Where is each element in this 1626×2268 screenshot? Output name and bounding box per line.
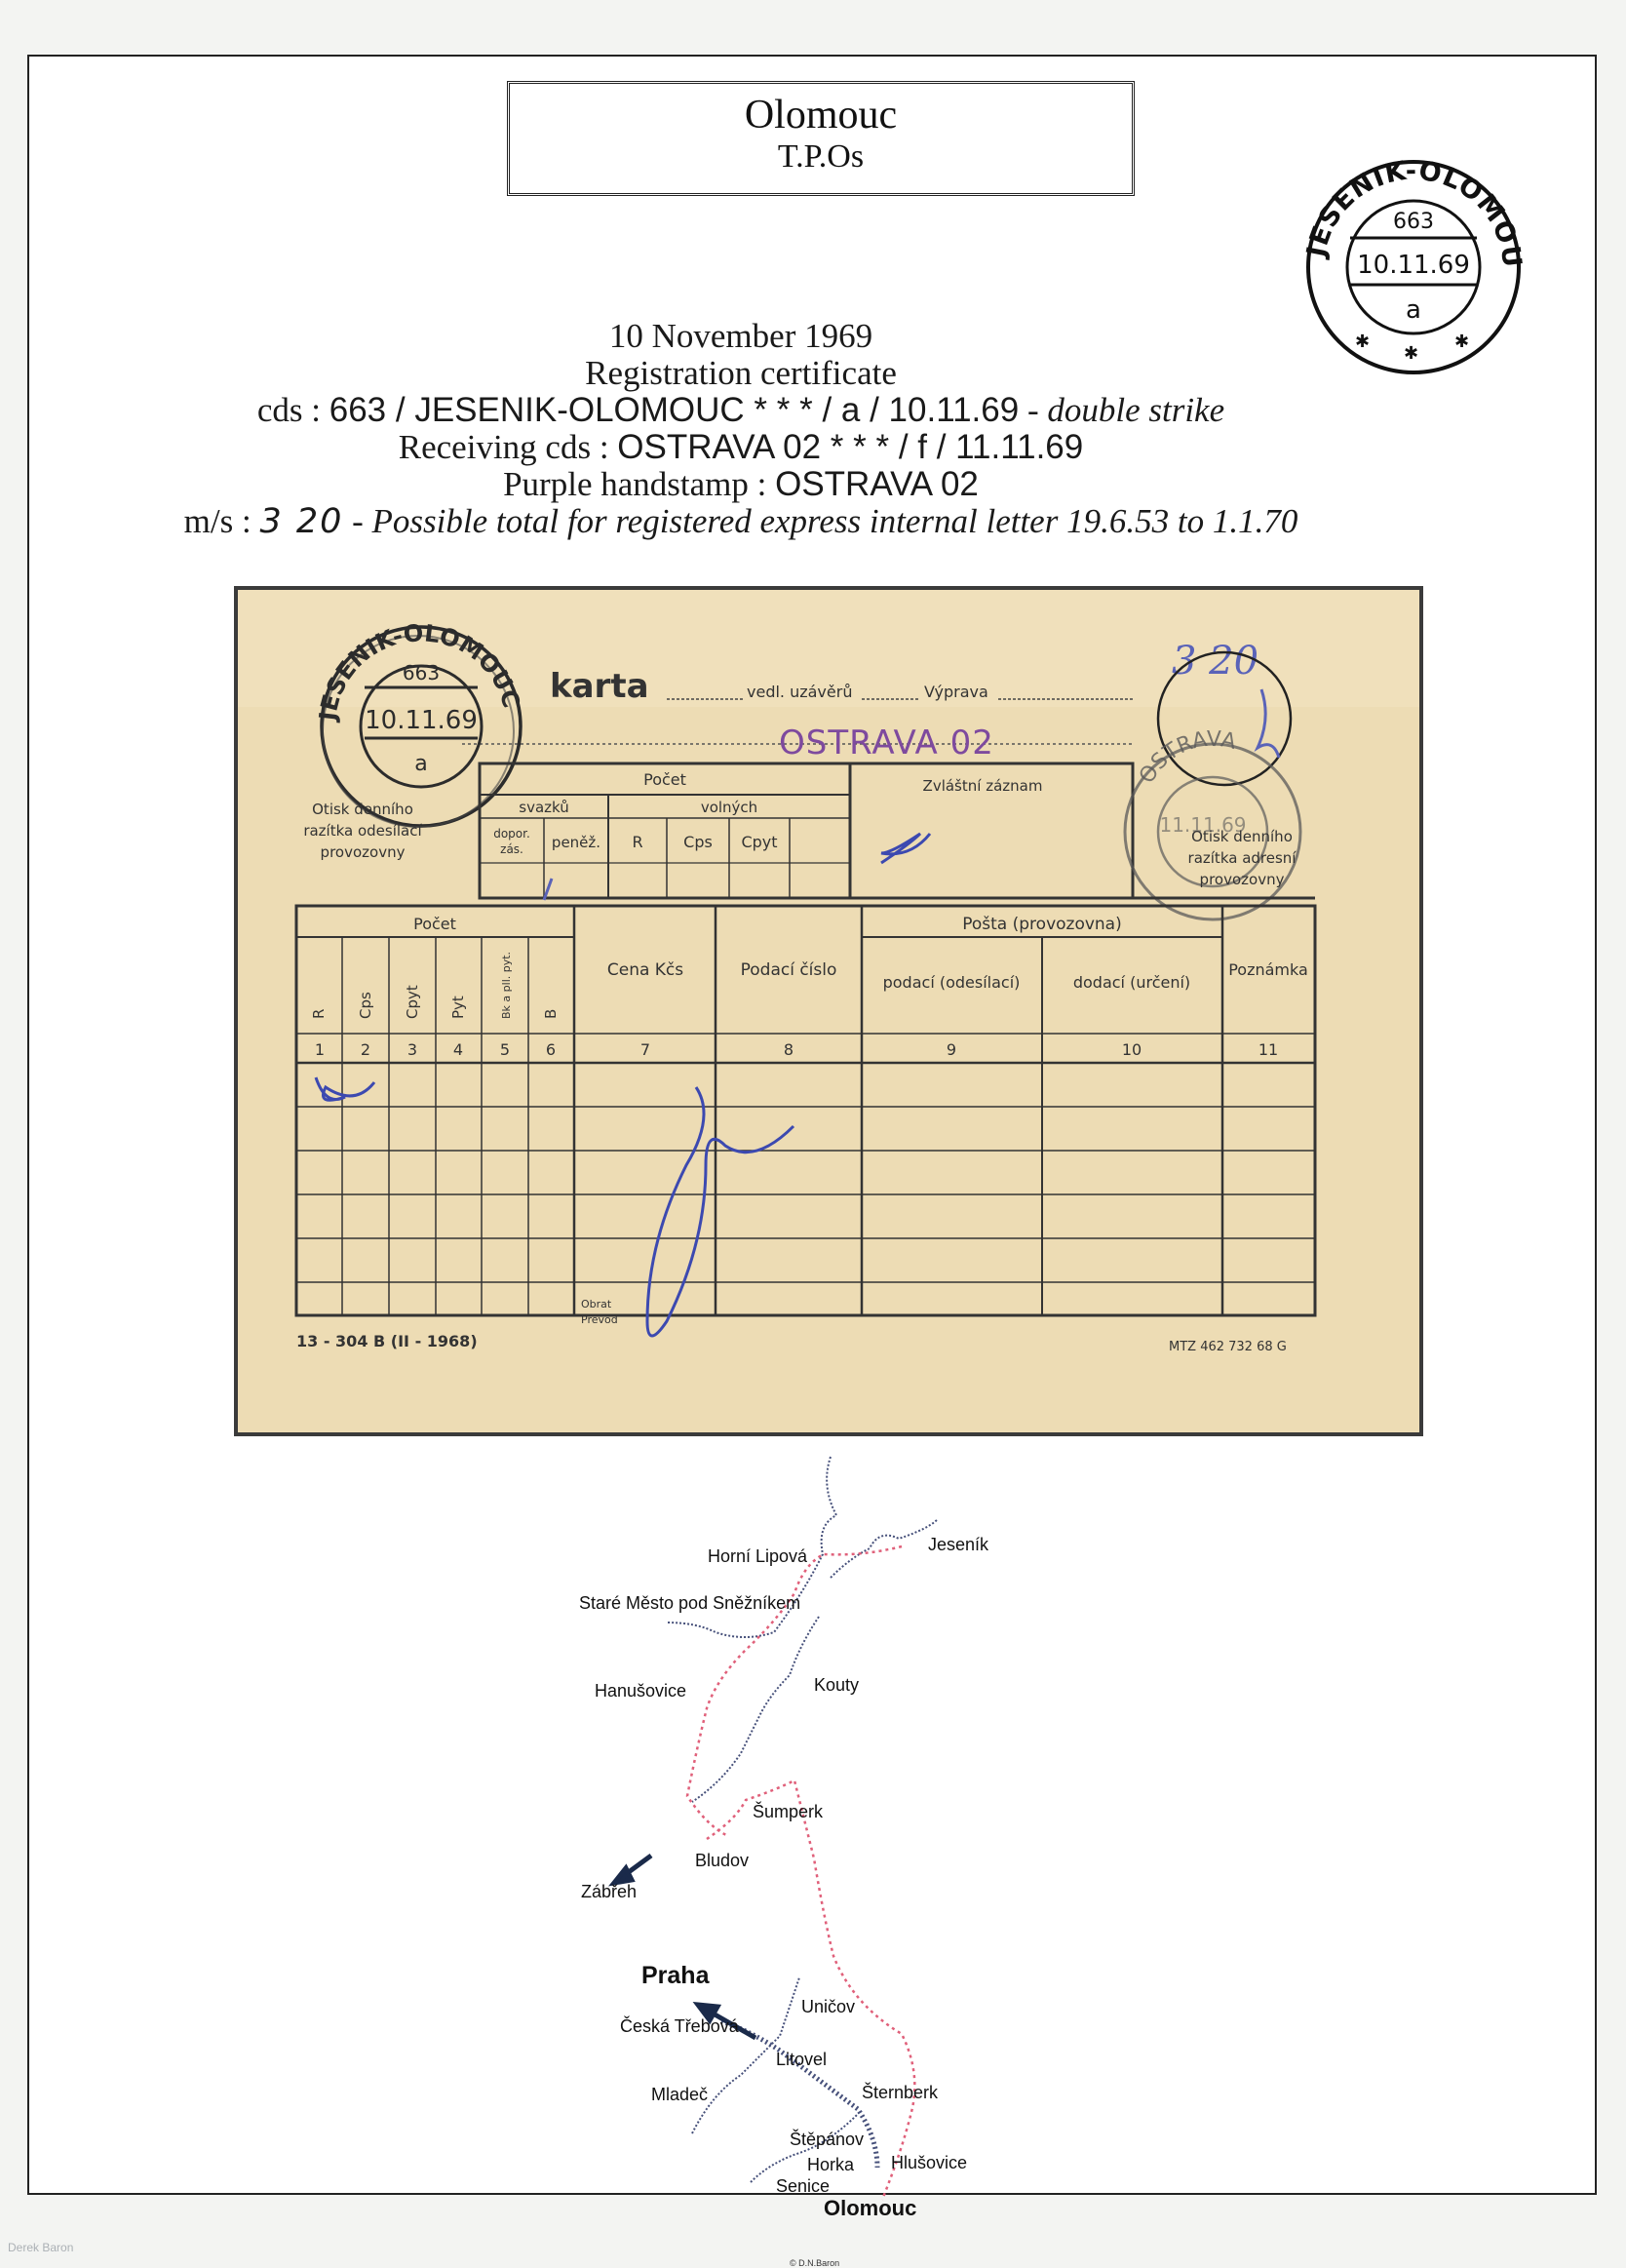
left-label-2: razítka odesílací [303, 822, 422, 840]
description-handstamp [146, 466, 1336, 503]
town-stepanov: Štěpánov [790, 2130, 865, 2149]
col-num-10: 10 [1121, 1040, 1142, 1059]
svg-text:✱: ✱ [1355, 332, 1371, 351]
town-unicov: Uničov [801, 1997, 856, 2016]
col-num-7: 7 [639, 1040, 651, 1059]
description-ms [146, 503, 1336, 540]
card-origin-date: 10.11.69 [365, 706, 478, 735]
main-col-cpyt: Cpyt [404, 985, 421, 1019]
prevod-label: Převod [581, 1313, 618, 1326]
svg-text:✱: ✱ [1454, 332, 1470, 351]
card-origin-letter: a [414, 752, 428, 776]
town-horni-lipova: Horní Lipová [708, 1546, 808, 1566]
right-label-1: Otisk denního [1191, 828, 1293, 845]
upper-svazku: svazků [519, 799, 569, 816]
main-pocet: Počet [413, 915, 456, 933]
card-dest-ring: OSTRAVA [1135, 726, 1239, 789]
svg-text:✱: ✱ [1404, 343, 1419, 363]
town-sumperk: Šumperk [753, 1802, 824, 1821]
col-num-11: 11 [1258, 1040, 1279, 1059]
card-printer-code: MTZ 462 732 68 G [1169, 1340, 1287, 1354]
card-field-2: Výprava [924, 683, 988, 701]
town-praha: Praha [641, 1962, 710, 1989]
card-field-1: vedl. uzávěrů [747, 683, 853, 701]
town-senice: Senice [776, 2176, 831, 2196]
ms-note: - Possible total for registered express internal letter 19.6.53 to 1.1.70 [352, 502, 1298, 540]
description-cds [146, 392, 1336, 429]
page-title: Olomouc [744, 93, 898, 137]
col-num-8: 8 [783, 1040, 794, 1059]
arrow-zabreh-icon [614, 1868, 632, 1883]
town-horka: Horka [807, 2155, 855, 2174]
town-zabreh: Zábřeh [581, 1882, 638, 1901]
zvlastni-label: Zvláštní záznam [922, 777, 1043, 795]
col-num-9: 9 [946, 1040, 957, 1059]
town-mladec: Mladeč [651, 2085, 709, 2104]
route-north [687, 1546, 902, 1835]
main-col-podaci: podací (odesílací) [882, 973, 1021, 992]
upper-penez: peněž. [551, 834, 601, 851]
card-title: karta [550, 667, 649, 706]
main-col-cps: Cps [357, 992, 374, 1019]
town-hlusovice: Hlušovice [891, 2153, 968, 2172]
left-label-1: Otisk denního [312, 801, 413, 818]
item-description [146, 318, 1336, 540]
cds-label: cds : [256, 391, 321, 429]
ms-label: m/s : [183, 502, 252, 540]
obrat-label: Obrat [581, 1298, 612, 1310]
page-title-box [507, 81, 1135, 196]
upper-col-cpyt: Cpyt [741, 833, 778, 851]
card-purple-stamp: OSTRAVA 02 [779, 723, 994, 763]
corner-stamp-number: 663 [1393, 210, 1434, 234]
main-col-r: R [310, 1008, 328, 1019]
corner-stamp-ring-text: JESENIK-OLOMOU [1300, 155, 1528, 270]
copyright-note: © D.N.Baron [790, 2258, 840, 2268]
main-col-poznamka: Poznámka [1228, 960, 1308, 979]
town-litovel: Litovel [776, 2050, 828, 2069]
corner-stamp-date: 10.11.69 [1357, 251, 1470, 280]
town-sternberk: Šternberk [862, 2083, 939, 2102]
town-kouty: Kouty [814, 1675, 860, 1695]
corner-stamp-letter: a [1406, 295, 1421, 325]
ms-value: 3 20 [259, 502, 344, 541]
col-num-2: 2 [360, 1040, 371, 1059]
right-label-2: razítka adresní [1187, 849, 1297, 867]
cds-note: - double strike [1026, 391, 1225, 429]
rail-sumperk [692, 1617, 819, 1802]
main-col-pyt: Pyt [449, 996, 467, 1019]
main-col-dodaci: dodací (určení) [1072, 973, 1191, 992]
main-col-posta: Pošta (provozovna) [962, 915, 1122, 934]
description-date: 10 November 1969 [608, 317, 873, 355]
handstamp-value: OSTRAVA 02 [775, 465, 979, 503]
main-col-cena: Cena Kčs [606, 960, 684, 980]
description-receiving [146, 429, 1336, 466]
rail-jesenik [831, 1519, 938, 1578]
card-form-code: 13 - 304 B (II - 1968) [296, 1332, 478, 1350]
left-label-3: provozovny [320, 843, 406, 861]
town-jesenik: Jeseník [928, 1535, 989, 1554]
upper-dopor-1: dopor. [493, 827, 530, 841]
main-col-bk: Bk a pll. pyt. [500, 951, 513, 1019]
upper-col-cps: Cps [683, 833, 713, 851]
col-num-1: 1 [314, 1040, 326, 1059]
receiving-label: Receiving cds : [398, 428, 609, 466]
town-bludov: Bludov [695, 1851, 750, 1870]
page-subtitle: T.P.Os [777, 138, 865, 175]
town-stare-mesto: Staré Město pod Sněžníkem [579, 1593, 801, 1613]
card-origin-ring: JESENIK-OLOMOUC [314, 619, 525, 723]
upper-col-r: R [632, 833, 643, 851]
route-map [536, 1441, 1141, 2221]
main-col-podaci-cislo: Podací číslo [740, 960, 837, 980]
upper-volnych: volných [700, 799, 758, 816]
col-num-4: 4 [452, 1040, 464, 1059]
card-handwritten-total: 3 20 [1172, 639, 1259, 684]
description-type: Registration certificate [585, 354, 897, 392]
upper-pocet: Počet [643, 770, 686, 789]
card-dest-date: 11.11.69 [1159, 813, 1247, 837]
main-col-b: B [542, 1008, 560, 1019]
upper-dopor-2: zás. [500, 842, 523, 856]
town-ceska-trebova: Česká Třebová [620, 2016, 739, 2036]
watermark-text: Derek Baron [8, 2241, 74, 2254]
receiving-value: OSTRAVA 02 * * * / f / 11.11.69 [617, 428, 1084, 466]
col-num-6: 6 [545, 1040, 557, 1059]
right-label-3: provozovny [1199, 871, 1285, 888]
col-num-3: 3 [406, 1040, 418, 1059]
handstamp-label: Purple handstamp : [503, 465, 767, 503]
col-num-5: 5 [499, 1040, 511, 1059]
town-olomouc: Olomouc [824, 2196, 917, 2220]
town-hanusovice: Hanušovice [595, 1681, 687, 1701]
cds-value: 663 / JESENIK-OLOMOUC * * * / a / 10.11.69 [329, 391, 1020, 429]
registration-card [234, 586, 1423, 1436]
card-origin-number: 663 [402, 661, 441, 684]
